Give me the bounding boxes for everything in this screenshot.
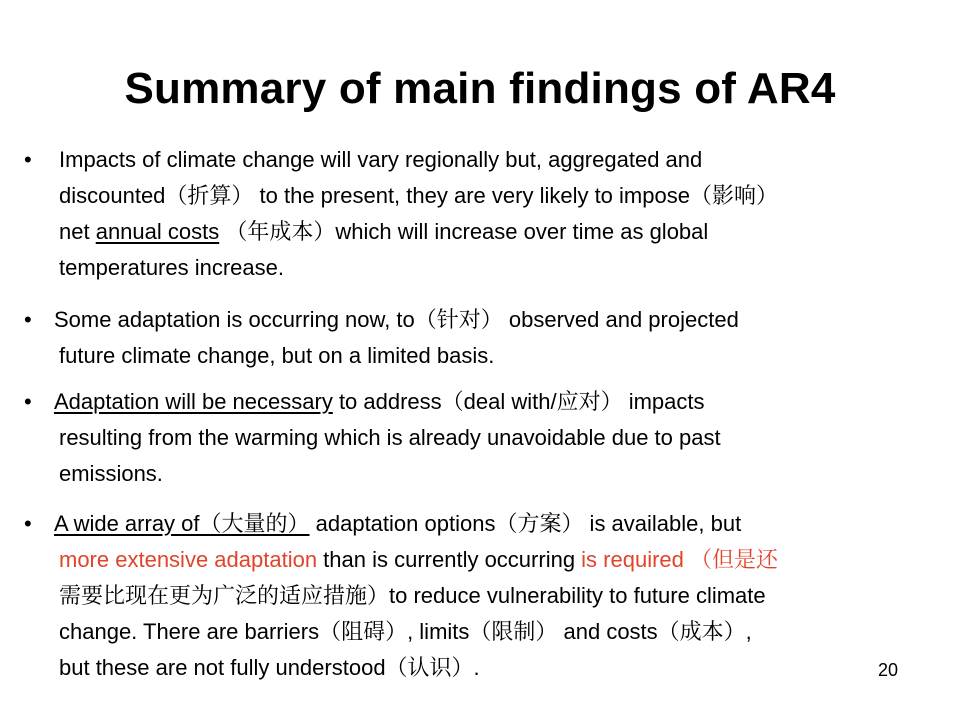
page-number: 20	[878, 660, 899, 680]
text-line: temperatures increase.	[59, 255, 284, 280]
text-span: net	[59, 219, 96, 244]
underlined-term: A wide array of（大量的）	[54, 511, 310, 536]
bullet-text	[59, 142, 929, 286]
bullet-text	[54, 302, 924, 374]
underlined-term: annual costs	[95, 219, 220, 244]
highlighted-text: （但是还	[683, 547, 779, 572]
text-line	[54, 384, 924, 420]
text-line: future climate change, but on a limited basis.	[59, 343, 495, 368]
slide-title: Summary of main findings of AR4	[124, 64, 836, 113]
highlighted-text: is required	[581, 547, 684, 572]
bullet-text	[54, 506, 924, 686]
text-span: than is currently occurring	[317, 547, 582, 572]
bullet-marker: •	[24, 147, 32, 172]
bullet-marker: •	[24, 389, 32, 414]
text-line: change. There are barriers（阻碍）, limits（限制） and costs（成本）,	[59, 619, 752, 644]
text-span: adaptation options（方案） is available, but	[309, 511, 742, 536]
text-line	[54, 506, 924, 542]
bullet-marker: •	[24, 307, 32, 332]
text-line: resulting from the warming which is already unavoidable due to past	[59, 425, 721, 450]
text-line: Impacts of climate change will vary regionally but, aggregated and	[59, 147, 703, 172]
text-line: emissions.	[59, 461, 163, 486]
text-line	[59, 214, 929, 250]
bullet-text	[54, 384, 924, 492]
text-line: but these are not fully understood（认识）.	[59, 655, 480, 680]
bullet-marker: •	[24, 511, 32, 536]
text-line	[54, 542, 924, 578]
underlined-term: Adaptation will be necessary	[54, 389, 333, 414]
text-span: to address（deal with/应对） impacts	[332, 389, 705, 414]
text-span: （年成本）which will increase over time as global	[219, 219, 709, 244]
text-line: discounted（折算） to the present, they are very likely to impose（影响）	[59, 183, 778, 208]
text-line: 需要比现在更为广泛的适应措施）to reduce vulnerability to future climate	[59, 583, 766, 608]
text-line: Some adaptation is occurring now, to（针对） observed and projected	[54, 307, 739, 332]
highlighted-text: more extensive adaptation	[59, 547, 318, 572]
